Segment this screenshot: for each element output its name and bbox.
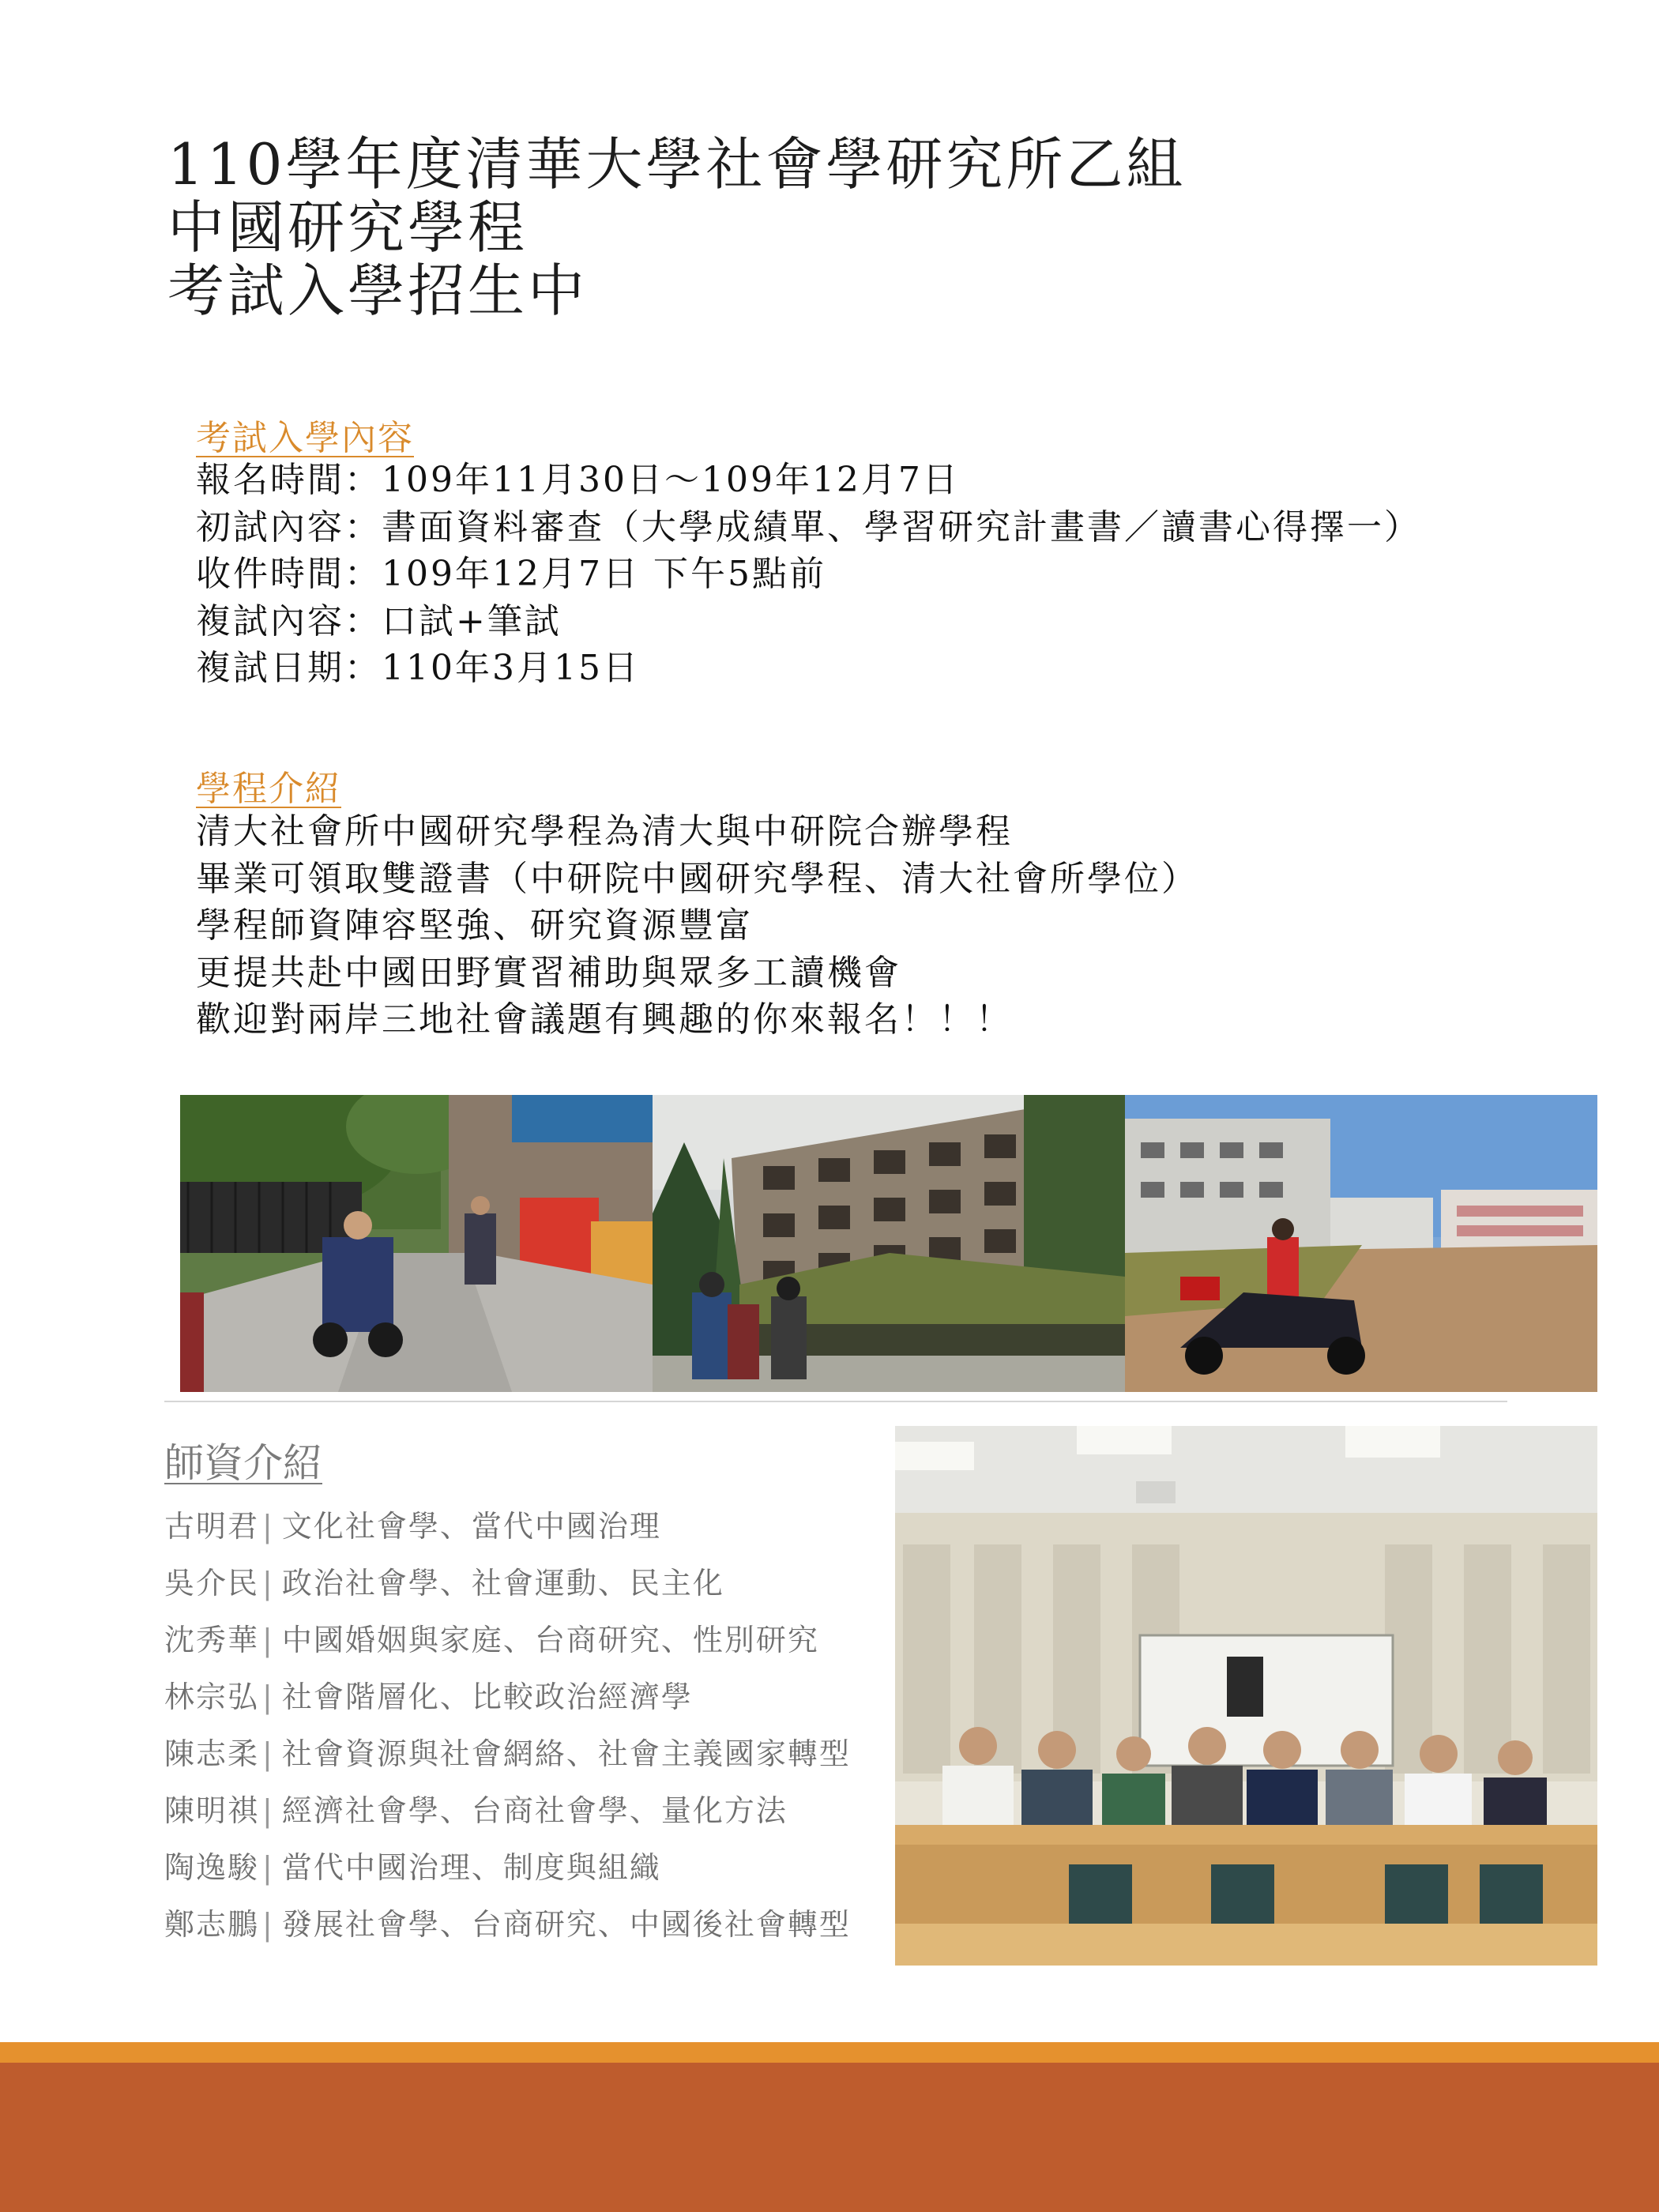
faculty-name: 陶逸駿	[164, 1850, 260, 1885]
faculty-separator: |	[262, 1907, 274, 1942]
faculty-separator: |	[262, 1680, 274, 1714]
program-info-line: 畢業可領取雙證書（中研院中國研究學程、清大社會所學位）	[196, 858, 1198, 899]
footer-accent-stripe	[0, 2042, 1659, 2063]
faculty-separator: |	[262, 1736, 274, 1771]
faculty-name: 古明君	[164, 1509, 260, 1544]
exam-info-list	[196, 457, 1421, 692]
faculty-group-photo	[895, 1426, 1597, 1966]
faculty-row	[164, 1725, 851, 1782]
faculty-row	[164, 1498, 851, 1555]
faculty-fields: 經濟社會學、台商社會學、量化方法	[281, 1793, 788, 1828]
program-info-line: 更提共赴中國田野實習補助與眾多工讀機會	[196, 952, 901, 993]
faculty-fields: 當代中國治理、制度與組織	[281, 1850, 661, 1885]
exam-info-line: 報名時間：109年11月30日～109年12月7日	[196, 460, 960, 500]
faculty-row	[164, 1896, 851, 1953]
program-info-list	[196, 808, 1198, 1044]
exam-section-heading: 考試入學內容	[196, 418, 414, 458]
section-divider	[164, 1401, 1507, 1402]
faculty-separator: |	[262, 1566, 274, 1601]
faculty-fields: 文化社會學、當代中國治理	[281, 1509, 661, 1544]
faculty-separator: |	[262, 1623, 274, 1657]
faculty-fields: 政治社會學、社會運動、民主化	[281, 1566, 724, 1601]
title-line-2: 中國研究學程	[167, 194, 529, 261]
faculty-separator: |	[262, 1850, 274, 1885]
scooter-field-photo	[1125, 1095, 1597, 1392]
faculty-name: 吳介民	[164, 1566, 260, 1601]
ruined-building-photo	[653, 1095, 1125, 1392]
faculty-fields: 社會資源與社會網絡、社會主義國家轉型	[281, 1736, 851, 1771]
faculty-section-heading: 師資介紹	[164, 1440, 322, 1486]
page-title	[167, 133, 1186, 322]
faculty-fields: 社會階層化、比較政治經濟學	[281, 1680, 693, 1714]
program-section-heading: 學程介紹	[196, 769, 341, 809]
title-line-1: 110學年度清華大學社會學研究所乙組	[167, 131, 1187, 198]
faculty-fields: 中國婚姻與家庭、台商研究、性別研究	[281, 1623, 819, 1657]
faculty-row	[164, 1555, 851, 1612]
faculty-name: 鄭志鵬	[164, 1907, 260, 1942]
exam-info-line: 複試日期：110年3月15日	[196, 648, 640, 688]
faculty-row	[164, 1612, 851, 1668]
faculty-row	[164, 1782, 851, 1839]
faculty-row	[164, 1668, 851, 1725]
footer-band	[0, 2063, 1659, 2212]
faculty-name: 陳志柔	[164, 1736, 260, 1771]
title-line-3: 考試入學招生中	[167, 258, 589, 324]
faculty-separator: |	[262, 1793, 274, 1828]
exam-info-line: 初試內容：書面資料審查（大學成績單、學習研究計畫書／讀書心得擇一）	[196, 506, 1421, 547]
faculty-fields: 發展社會學、台商研究、中國後社會轉型	[281, 1907, 851, 1942]
program-info-line: 學程師資陣容堅強、研究資源豐富	[196, 905, 753, 946]
program-info-line: 歡迎對兩岸三地社會議題有興趣的你來報名！！！	[196, 999, 1013, 1040]
faculty-name: 陳明祺	[164, 1793, 260, 1828]
exam-info-line: 複試內容：口試+筆試	[196, 600, 562, 641]
faculty-row	[164, 1839, 851, 1896]
program-info-line: 清大社會所中國研究學程為清大與中研院合辦學程	[196, 811, 1013, 852]
faculty-separator: |	[262, 1509, 274, 1544]
street-scene-photo	[180, 1095, 653, 1392]
faculty-name: 林宗弘	[164, 1680, 260, 1714]
photo-strip	[180, 1095, 1597, 1392]
faculty-list	[164, 1498, 851, 1953]
faculty-name: 沈秀華	[164, 1623, 260, 1657]
exam-info-line: 收件時間：109年12月7日 下午5點前	[196, 554, 826, 594]
